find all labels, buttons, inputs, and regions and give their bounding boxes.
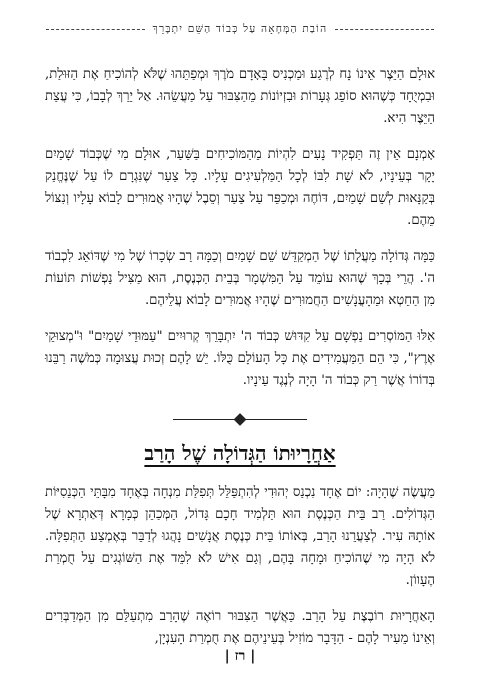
paragraph: הָאַחֲרָיוּת רוֹבֶצֶת עַל הָרַב. כַּאֲשֶׁר הַצִּבּוּר רוֹאֶה שֶׁהָרַב מִתְעַלֵּם מִן הַמְּדַבְּרִים וְאֵינוֹ מֵעִיר לָהֶם - הַדָּבָר מוֹזִיל בְּעֵינֵיהֶם אֶת חֻמְרַת הָעִנְיָן, — [45, 609, 435, 646]
paragraph: אָמְנָם אֵין זֶה תַּפְקִיד נָעִים לִהְיוֹת מֵהַמּוֹכִיחִים בַּשַּׁעַר, אוּלָם מִי שֶׁכְּבוֹד שָׁמַיִם יָקָר בְּעֵינָיו, לֹא שָׁת לִבּוֹ לְכָל הַמַּלְעִיגִים עָלָיו. כָּל צַעַר שֶׁנִּגְרָם לוֹ עַל שֶׁנֶּחֱנַק בְּקַנָּאוּת לְשֵׁם שָׁמַיִם, דּוֹחֶה וּמְכַפֵּר עַל צַעַר וְסֵבֶל שֶׁהָיוּ אֲמוּרִים לָבוֹא עָלָיו וְנִצּוֹל מֵהֶם. — [45, 147, 435, 228]
paragraph: אוּלָם הַיֵּצֶר אֵינוֹ נָח לְרֶגַע וּמַכְנִיס בָּאָדָם מֹרֶךְ וּמְפַתֵּהוּ שֶׁלֹּא לְהוֹכִיחַ אֶת הַזּוּלַת, וּבִמְיֻחָד כְּשֶׁהוּא סוֹפֵג גְּעָרוֹת וּבִזְיוֹנוֹת מֵהַצִּבּוּר עַל מַעֲשֵׂהוּ. אַל יֵרַךְ לְבָבוֹ, כִּי עֲצַת הַיֵּצֶר הִיא. — [45, 67, 435, 126]
running-head-rule-right — [335, 29, 434, 30]
running-head-text: הוֹבַת הַמְּחָאָה עַל כְּבוֹד הַשֵּׁם יִתְבָּרֵךְ — [152, 23, 328, 35]
running-head — [46, 18, 434, 40]
section-divider-ornament — [45, 406, 435, 434]
divider-rule — [173, 419, 265, 420]
paragraph: מַעֲשֶׂה שֶׁהָיָה: יוֹם אֶחָד נִכְנַס יְהוּדִי לְהִתְפַּלֵּל תְּפִלַּת מִנְחָה בְּאֶחָד מִבָּתֵּי הַכְּנֵסִיּוֹת הַגְּדוֹלִים. רַב בֵּית הַכְּנֶסֶת הוּא תַּלְמִיד חָכָם גָּדוֹל, הַמְּכַהֵן כְּמָרָא דְּאַתְרָא שֶׁל אוֹתָהּ עִיר. לְצַעֲרֵנוּ הָרַב, בְּאוֹתוֹ בֵּית כְּנֶסֶת אֲנָשִׁים נָהֲגוּ לְדַבֵּר בְּאֶמְצַע הַתְּפִלָּה. לֹא הָיָה מִי שֶׁהוֹכִיחַ וּמָחָה בָּהֶם, וְגַם אִישׁ לֹא לִמֵּד אֶת הַשּׁוֹגְגִים עַל חֻמְרַת הֶעָווֹן. — [45, 485, 435, 588]
page-number: | רז | — [224, 648, 256, 664]
section-title: אַחֲרָיוּתוֹ הַגְּדוֹלָה שֶׁל הָרַב — [144, 441, 336, 465]
paragraph: כַּמָּה גְּדוֹלָה מַעֲלָתוֹ שֶׁל הַמְקַדֵּשׁ שֵׁם שָׁמַיִם וְכַמָּה רַב שְׂכָרוֹ שֶׁל מִי שֶׁדּוֹאֵג לִכְבוֹד ה'. הֲרֵי בְּכָךְ שֶׁהוּא עוֹמֵד עַל הַמִּשְׁמָר בְּבֵית הַכְּנֶסֶת, הוּא מַצִּיל נַפְשׁוֹת תּוֹעוֹת מִן הַחֵטְא וּמֵהָעֳנָשִׁים הַחֲמוּרִים שֶׁהָיוּ אֲמוּרִים לָבוֹא עֲלֵיהֶם. — [45, 249, 435, 308]
paragraph: אִלּוּ הַמּוֹסְרִים נַפְשָׁם עַל קִדּוּשׁ כְּבוֹד ה' יִתְבָּרֵךְ קְרוּיִים "עַמּוּדֵי שָׁמַיִם" וּ"מְצוּקֵי אֶרֶץ", כִּי הֵם הַמַּעֲמִידִים אֶת כָּל הָעוֹלָם כֻּלּוֹ. יֵשׁ לָהֶם זְכוּת עֲצוּמָה כְּמֹשֶׁה רַבֵּנוּ בְּדוֹרוֹ אֲשֶׁר רַק כְּבוֹד ה' הָיָה לְנֶגֶד עֵינָיו. — [45, 329, 435, 388]
page-body — [45, 64, 435, 664]
running-head-rule-left — [46, 29, 145, 30]
